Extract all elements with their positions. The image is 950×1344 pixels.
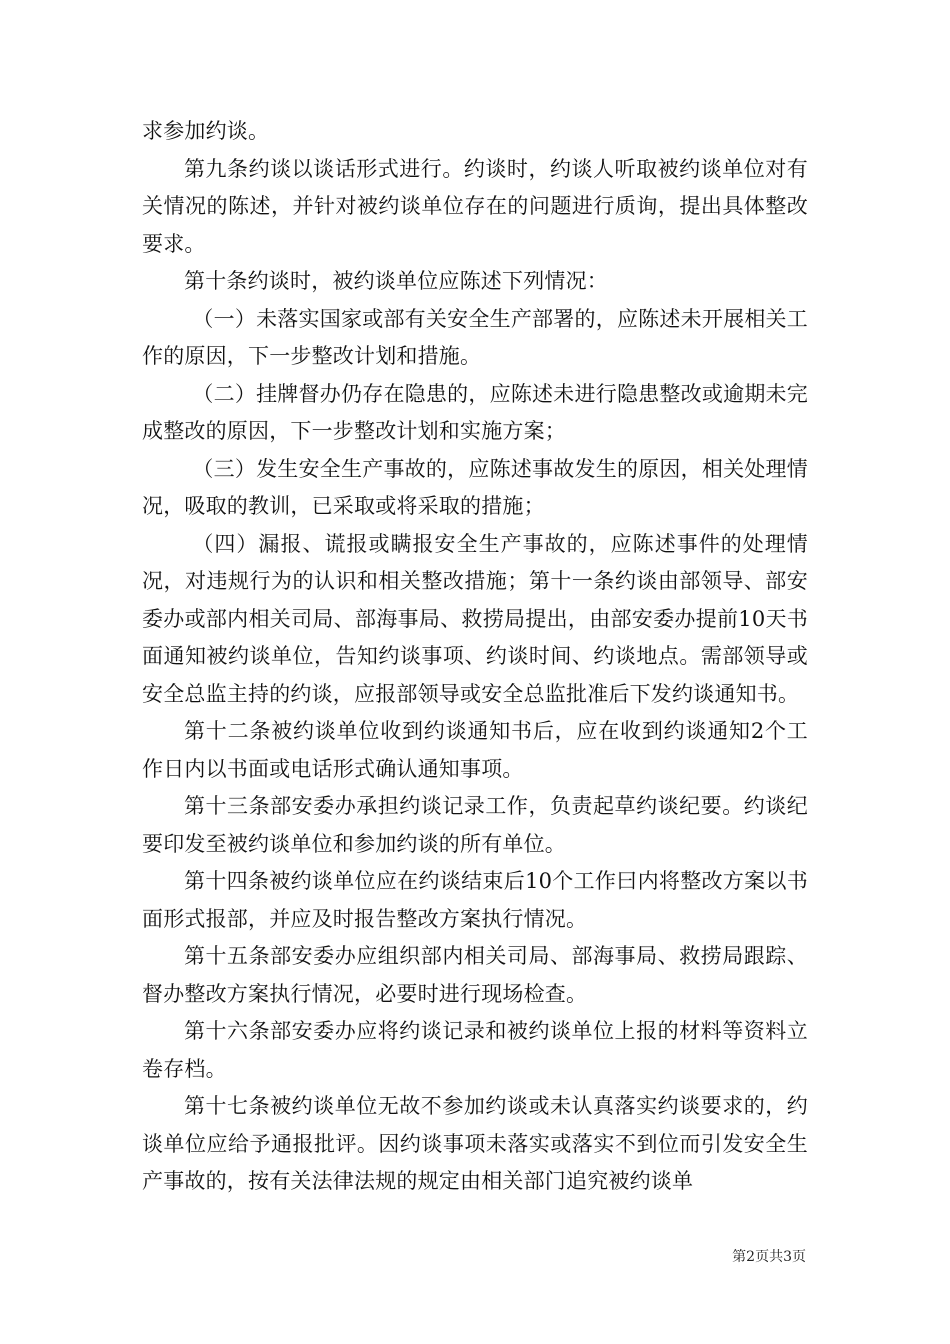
document-body <box>142 113 808 1201</box>
paragraph-continuation: 求参加约谈。 <box>142 119 270 143</box>
paragraph-article-10: 第十条约谈时，被约谈单位应陈述下列情况： <box>184 269 608 293</box>
paragraph-article-16: 第十六条部安委办应将约谈记录和被约谈单位上报的材料等资料立卷存档。 <box>142 1019 808 1081</box>
paragraph-item-2: （二）挂牌督办仍存在隐患的，应陈述未进行隐患整改或逾期未完成整改的原因，下一步整改计划和实施方案； <box>142 381 808 443</box>
paragraph-article-17: 第十七条被约谈单位无故不参加约谈或未认真落实约谈要求的，约谈单位应给予通报批评。因约谈事项未落实或落实不到位而引发安全生产事故的，按有关法律法规的规定由相关部门追究被约谈单 <box>142 1094 808 1193</box>
paragraph-article-15: 第十五条部安委办应组织部内相关司局、部海事局、救捞局跟踪、督办整改方案执行情况，必要时进行现场检查。 <box>142 944 808 1006</box>
paragraph-article-9: 第九条约谈以谈话形式进行。约谈时，约谈人听取被约谈单位对有关情况的陈述，并针对被约谈单位存在的问题进行质询，提出具体整改要求。 <box>142 156 808 256</box>
paragraph-article-14: 第十四条被约谈单位应在约谈结束后10个工作曰内将整改方案以书面形式报部，并应及时报告整改方案执行情况。 <box>142 869 808 931</box>
paragraph-item-3: （三）发生安全生产事故的，应陈述事故发生的原因，相关处理情况，吸取的教训，已采取或将采取的措施； <box>142 456 808 518</box>
paragraph-article-13: 第十三条部安委办承担约谈记录工作，负责起草约谈纪要。约谈纪要印发至被约谈单位和参加约谈的所有单位。 <box>142 794 808 856</box>
page-number: 第2页共3页 <box>732 1249 806 1265</box>
paragraph-article-12: 第十二条被约谈单位收到约谈通知书后，应在收到约谈通知2个工作日内以书面或电话形式确认通知事项。 <box>142 719 808 781</box>
paragraph-item-4: （四）漏报、谎报或瞒报安全生产事故的，应陈述事件的处理情况，对违规行为的认识和相关整改措施；第十一条约谈由部领导、部安委办或部内相关司局、部海事局、救捞局提出，由部安委办提前10天书面通知被约谈单位，告知约谈事项、约谈时间、约谈地点。需部领导或安全总监主持的约谈，应报部领导或安全总监批准后下发约谈通知书。 <box>142 531 808 706</box>
paragraph-item-1: （一）未落实国家或部有关安全生产部署的，应陈述未开展相关工作的原因，下一步整改计划和措施。 <box>142 306 808 368</box>
